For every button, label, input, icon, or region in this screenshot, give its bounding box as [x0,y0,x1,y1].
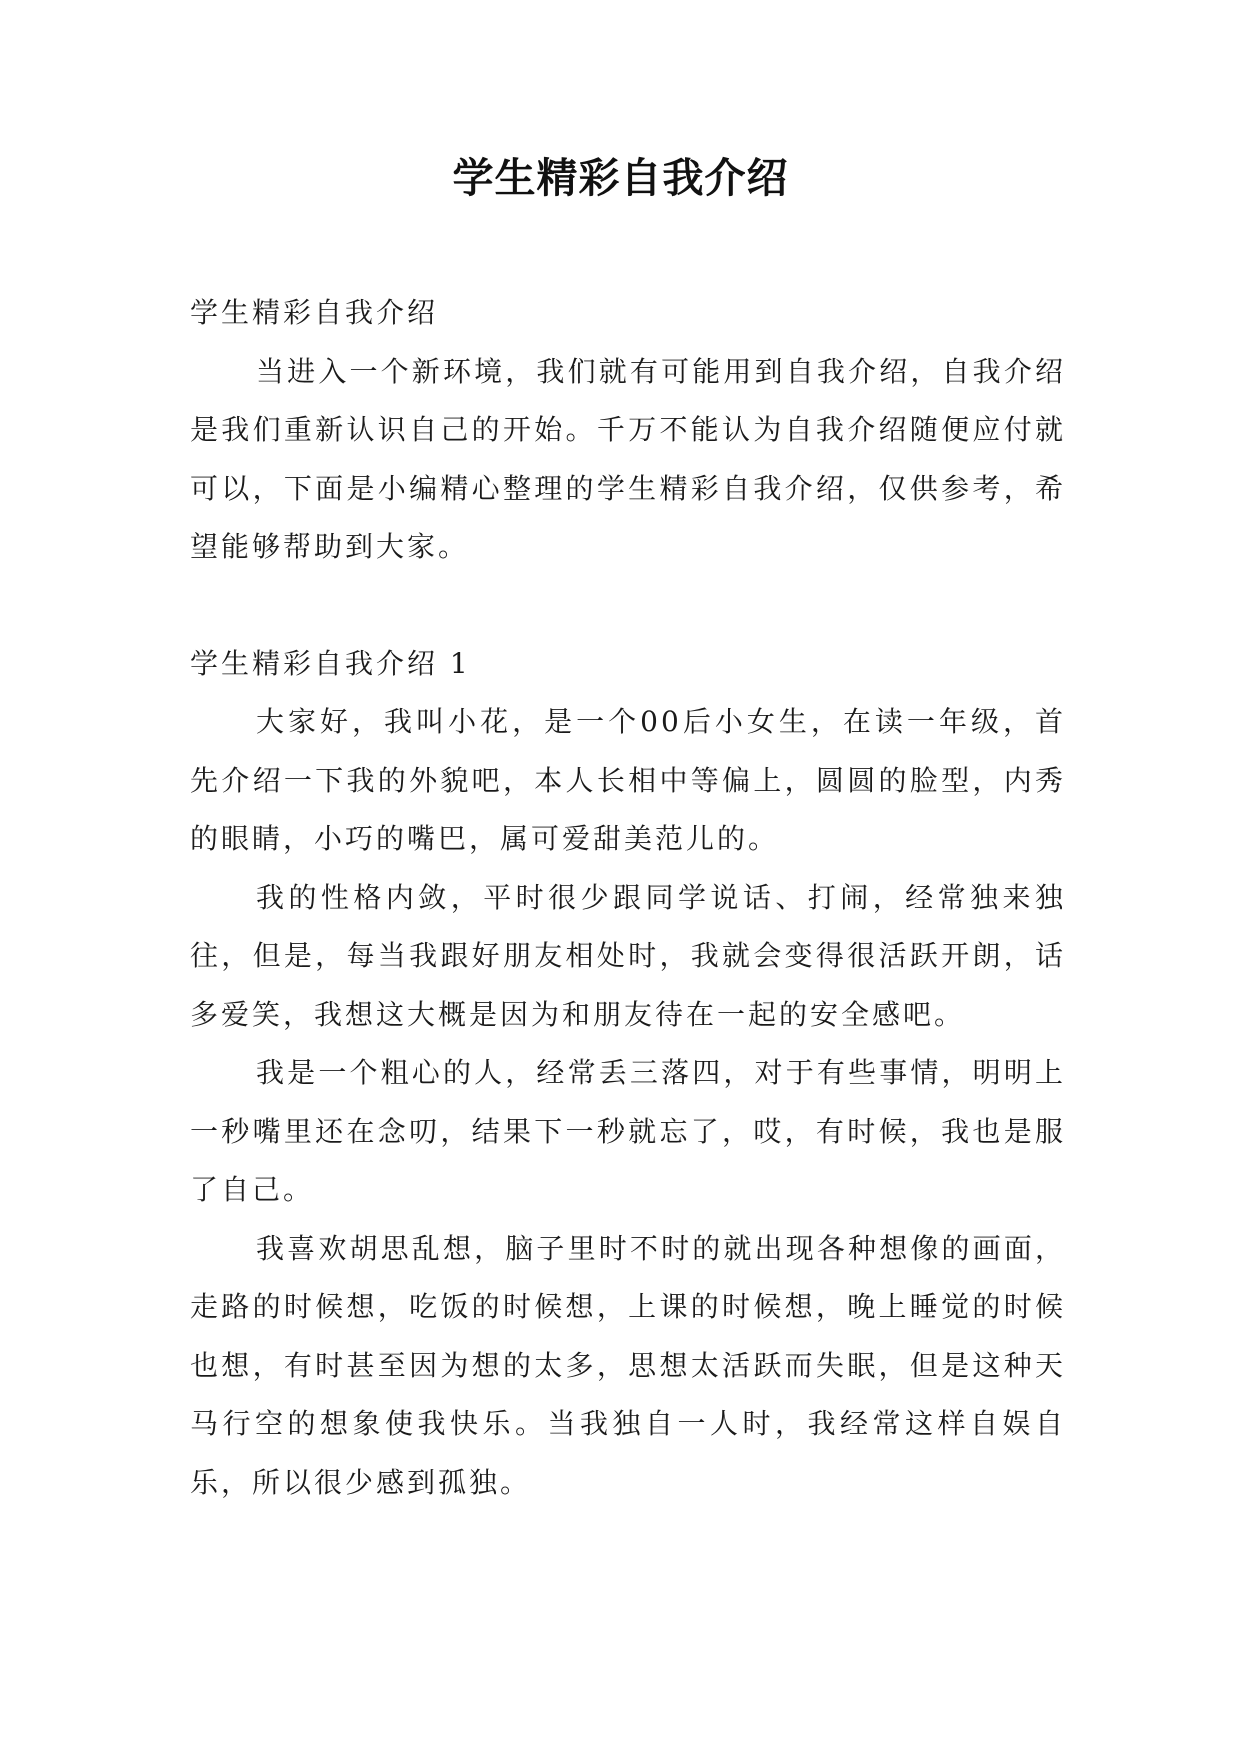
body-paragraph: 我的性格内敛，平时很少跟同学说话、打闹，经常独来独往，但是，每当我跟好朋友相处时，我就会变得很活跃开朗，话多爱笑，我想这大概是因为和朋友待在一起的安全感吧。 [190,880,1066,1031]
body-paragraph: 大家好，我叫小花，是一个00后小女生，在读一年级，首先介绍一下我的外貌吧，本人长相中等偏上，圆圆的脸型，内秀的眼睛，小巧的嘴巴，属可爱甜美范儿的。 [190,705,1066,855]
section-heading: 学生精彩自我介绍 1 [190,646,471,680]
document-body [190,284,1066,1512]
section-spacer [190,577,1066,635]
document-title: 学生精彩自我介绍 [452,154,789,202]
intro-heading: 学生精彩自我介绍 [190,296,439,329]
body-paragraph: 我喜欢胡思乱想，脑子里时不时的就出现各种想像的画面，走路的时候想，吃饭的时候想，上课的时候想，晚上睡觉的时候也想，有时甚至因为想的太多，思想太活跃而失眠，但是这种天马行空的想象使我快乐。当我独自一人时，我经常这样自娱自乐，所以很少感到孤独。 [190,1231,1066,1499]
body-paragraph: 我是一个粗心的人，经常丢三落四，对于有些事情，明明上一秒嘴里还在念叨，结果下一秒就忘了，哎，有时候，我也是服了自己。 [190,1056,1066,1206]
intro-paragraph: 当进入一个新环境，我们就有可能用到自我介绍，自我介绍是我们重新认识自己的开始。千万不能认为自我介绍随便应付就可以，下面是小编精心整理的学生精彩自我介绍，仅供参考，希望能够帮助到大家。 [190,354,1066,563]
